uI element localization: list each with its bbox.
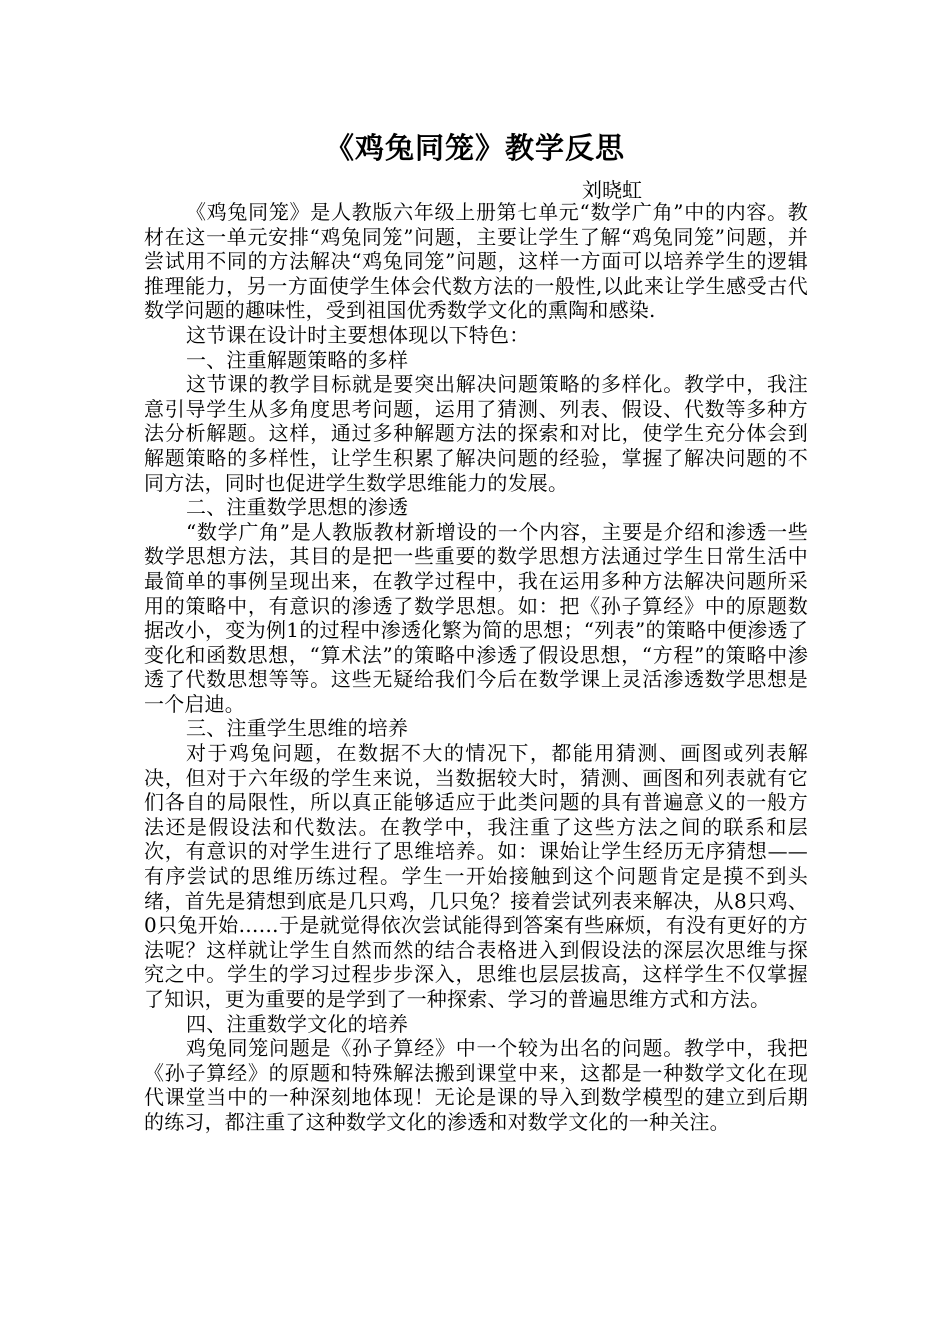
- author-name: 刘晓虹: [582, 178, 642, 202]
- section-heading-3: 三、注重学生思维的培养: [186, 716, 409, 741]
- paragraph-features-lead: 这节课在设计时主要想体现以下特色：: [186, 322, 530, 347]
- paragraph-section-3: 对于鸡兔问题，在数据不大的情况下，都能用猜测、画图或列表解决，但对于六年级的学生来说，当数据较大时，猜测、画图和列表就有它们各自的局限性，所以真正能够适应于此类问题的具有普遍意义的一般方法还是假设法和代数法。在教学中，我注重了这些方法之间的联系和层次，有意识的对学生进行了思维培养。如：课始让学生经历无序猜想——有序尝试的思维历练过程。学生一开始接触到这个问题肯定是摸不到头绪，首先是猜想到底是几只鸡，几只兔？接着尝试列表来解决，从8只鸡、0只兔开始……于是就觉得依次尝试能得到答案有些麻烦，有没有更好的方法呢？这样就让学生自然而然的结合表格进入到假设法的深层次思维与探究之中。学生的学习过程步步深入，思维也层层拔高，这样学生不仅掌握了知识，更为重要的是学到了一种探索、学习的普遍思维方式和方法。: [144, 741, 808, 1011]
- document-title: 《鸡兔同笼》教学反思: [324, 131, 625, 165]
- paragraph-section-4: 鸡兔同笼问题是《孙子算经》中一个较为出名的问题。教学中，我把《孙子算经》的原题和特殊解法搬到课堂中来，这都是一种数学文化在现代课堂当中的一种深刻地体现！无论是课的导入到数学模型的建立到后期的练习，都注重了这种数学文化的渗透和对数学文化的一种关注。: [144, 1036, 808, 1134]
- section-heading-4: 四、注重数学文化的培养: [186, 1011, 409, 1036]
- paragraph-section-1: 这节课的教学目标就是要突出解决问题策略的多样化。教学中，我注意引导学生从多角度思考问题，运用了猜测、列表、假设、代数等多种方法分析解题。这样，通过多种解题方法的探索和对比，使学生充分体会到解题策略的多样性，让学生积累了解决问题的经验，掌握了解决问题的不同方法，同时也促进学生数学思维能力的发展。: [144, 372, 808, 495]
- section-heading-2: 二、注重数学思想的渗透: [186, 495, 409, 520]
- section-heading-1: 一、注重解题策略的多样: [186, 347, 409, 372]
- paragraph-section-2: “数学广角”是人教版教材新增设的一个内容，主要是介绍和渗透一些数学思想方法，其目的是把一些重要的数学思想方法通过学生日常生活中最简单的事例呈现出来，在教学过程中，我在运用多种方法解决问题所采用的策略中，有意识的渗透了数学思想。如：把《孙子算经》中的原题数据改小，变为例1的过程中渗透化繁为简的思想；“列表”的策略中便渗透了变化和函数思想，“算术法”的策略中渗透了假设思想，“方程”的策略中渗透了代数思想等等。这些无疑给我们今后在数学课上灵活渗透数学思想是一个启迪。: [144, 519, 808, 716]
- document-body: [144, 200, 808, 1135]
- paragraph-intro: 《鸡兔同笼》是人教版六年级上册第七单元“数学广角”中的内容。教材在这一单元安排“鸡兔同笼”问题，主要让学生了解“鸡兔同笼”问题，并尝试用不同的方法解决“鸡兔同笼”问题，这样一方面可以培养学生的逻辑推理能力，另一方面使学生体会代数方法的一般性,以此来让学生感受古代数学问题的趣味性，受到祖国优秀数学文化的熏陶和感染.: [144, 200, 808, 323]
